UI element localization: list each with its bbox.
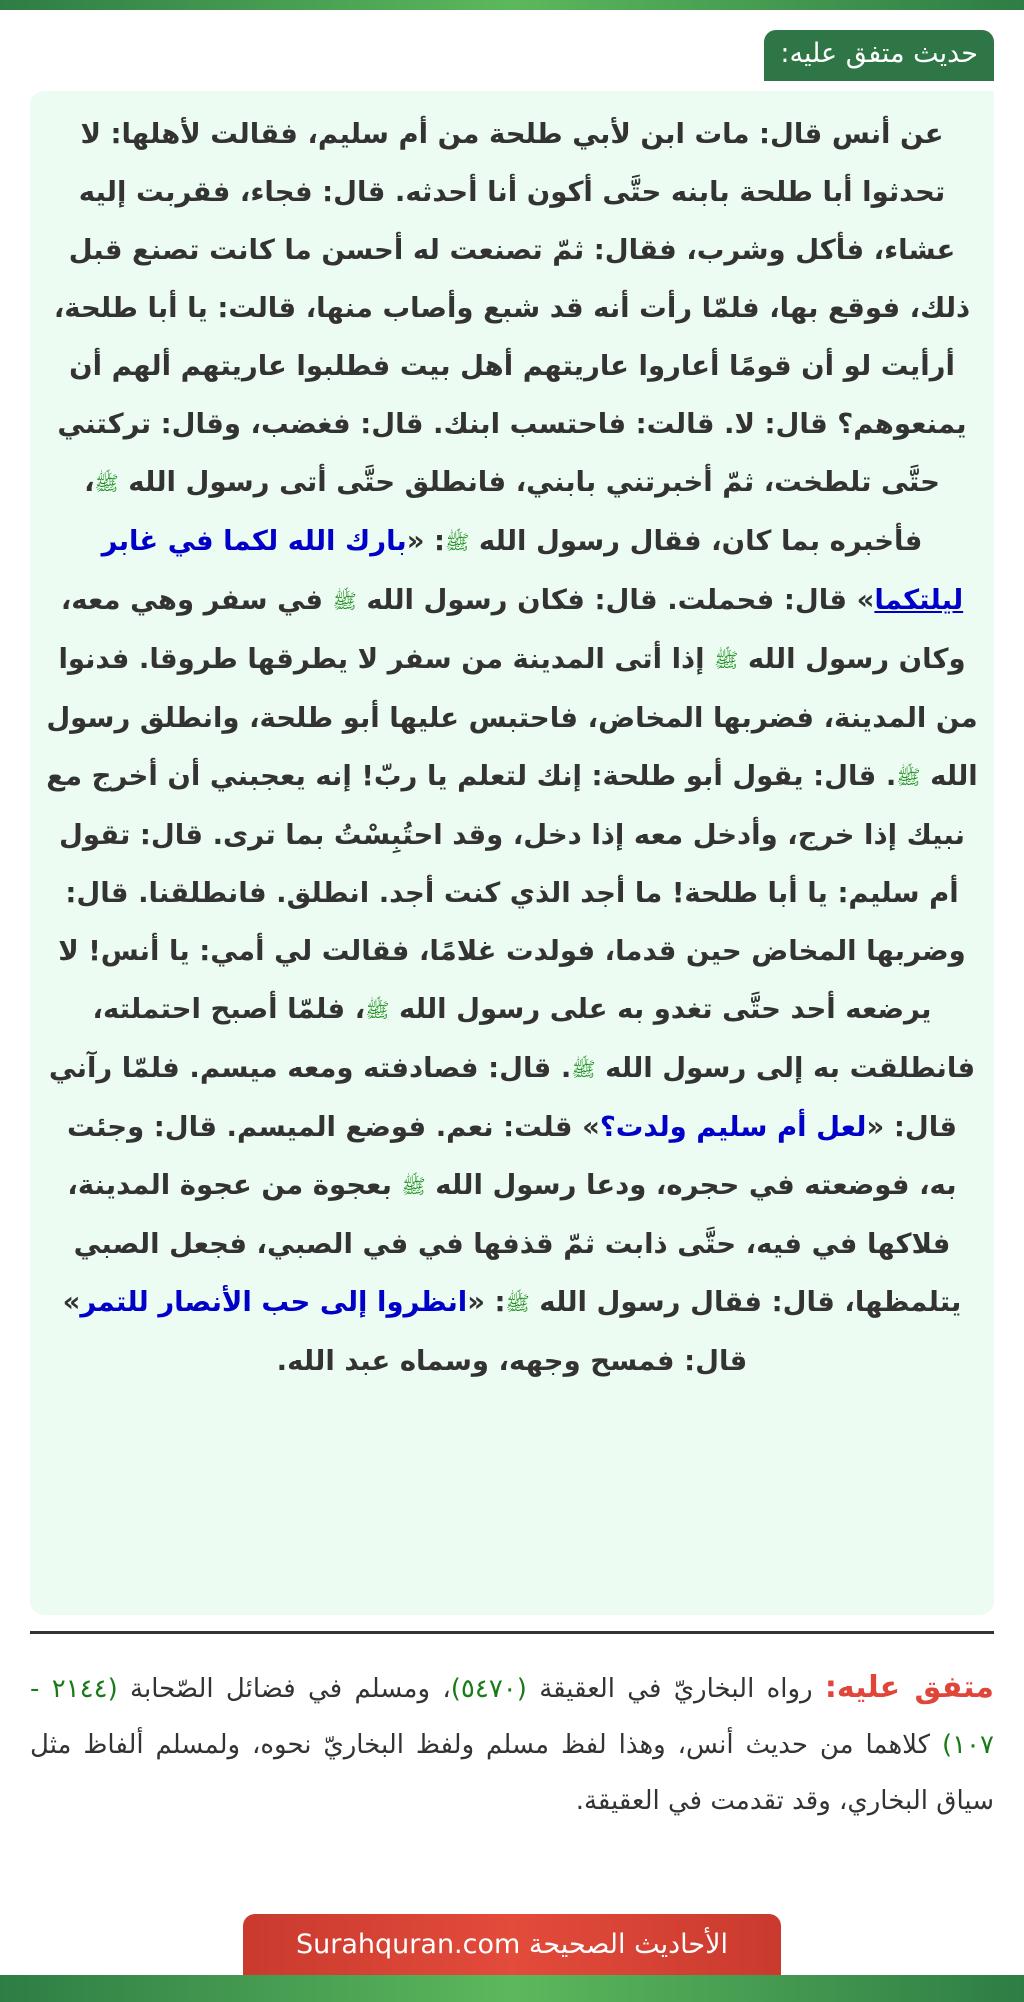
hadith-text	[44, 105, 980, 1390]
salawat-icon: ﷺ	[571, 1057, 596, 1081]
hadith-text-box	[30, 91, 994, 1615]
prophet-quote-link[interactable]: ليلتكما	[874, 584, 964, 616]
bottom-decorative-bar	[0, 1975, 1024, 2002]
hadith-segment: في سفر وهي معه، وكان رسول الله	[60, 584, 966, 675]
prophet-quote: بارك الله لكما في غابر	[101, 525, 407, 557]
hadith-segment: عن أنس قال: مات ابن لأبي طلحة من أم سليم، فقالت لأهلها: لا تحدثوا أبا طلحة بابنه حتَّى أكون أنا أحدثه. قال: فجاء، فقربت إليه عشاء، فأكل وشرب، فقال: ثمّ تصنعت له أحسن ما كانت تصنع قبل ذلك، فوقع بها، فلمّا رأت أنه قد شبع وأصاب منها، قالت: يا أبا طلحة، أرأيت لو أن قومًا أعاروا عاريتهم أهل بيت فطلبوا عاريتهم ألهم أن يمنعوهم؟ قال: لا. قالت: فاحتسب ابنك. قال: فغضب، وقال: تركتني حتَّى تلطخت، ثمّ أخبرتني بابني، فانطلق حتَّى أتى رسول الله	[53, 118, 971, 498]
hadith-segment: ، فلمّا أصبح احتملته، فانطلقت به إلى رسول الله	[92, 993, 976, 1084]
top-decorative-bar	[0, 0, 1024, 10]
salawat-icon: ﷺ	[332, 589, 357, 613]
hadith-segment: إذا أتى المدينة من سفر لا يطرقها طروقا. فدنوا من المدينة، فضربها المخاض، فاحتبس عليها أبو طلحة، وانطلق رسول الله	[46, 643, 978, 792]
hadith-segment: » قال: فمسح وجهه، وسماه عبد الله.	[62, 1286, 748, 1377]
site-link-button[interactable]: الأحاديث الصحيحة Surahquran.com	[243, 1914, 781, 1976]
salawat-icon: ﷺ	[714, 648, 739, 672]
hadith-segment: » قال: فحملت. قال: فكان رسول الله	[366, 584, 875, 616]
hadith-segment: : «	[406, 525, 446, 557]
salawat-icon: ﷺ	[505, 1291, 530, 1315]
takhrij-label: متفق عليه:	[824, 1670, 995, 1705]
salawat-icon: ﷺ	[445, 530, 470, 554]
hadith-segment: : «	[467, 1286, 506, 1318]
hadith-segment: . قال: يقول أبو طلحة: إنك لتعلم يا ربّ! إنه يعجبني أن أخرج مع نبيك إذا خرج، وأدخل معه إذا دخل، وقد احتُبِسْتُ بما ترى. قال: تقول أم سليم: يا أبا طلحة! ما أجد الذي كنت أجد. انطلق. فانطلقنا. قال: وضربها المخاض حين قدما، فولدت غلامًا، فقالت لي أمي: يا أنس! لا يرضعه أحد حتَّى تغدو به على رسول الله	[46, 760, 966, 1025]
takhrij-text: ، ومسلم في فضائل الصّحابة	[117, 1674, 451, 1704]
hadith-number: (٢١٤٤ - ١٠٧)	[30, 1674, 994, 1760]
takhrij-text: كلاهما من حديث أنس، وهذا لفظ مسلم ولفظ البخاريّ نحوه، ولمسلم ألفاظ مثل سياق البخاري، وقد تقدمت في العقيقة.	[30, 1730, 994, 1816]
section-title-badge: حديث متفق عليه:	[764, 30, 994, 81]
salawat-icon: ﷺ	[365, 998, 390, 1022]
takhrij-text: رواه البخاريّ في العقيقة	[526, 1674, 825, 1704]
section-divider	[30, 1631, 994, 1634]
hadith-segment: . قال: فصادفته ومعه ميسم. فلمّا رآني قال: «	[48, 1052, 958, 1143]
salawat-icon: ﷺ	[401, 1174, 426, 1198]
hadith-number: (٥٤٧٠)	[450, 1674, 527, 1704]
prophet-quote: انظروا إلى حب الأنصار للتمر	[80, 1286, 468, 1318]
takhrij-paragraph	[30, 1660, 994, 1829]
hadith-segment: ، فأخبره بما كان، فقال رسول الله	[84, 466, 923, 557]
hadith-segment: بعجوة من عجوة المدينة، فلاكها في فيه، حتَّى ذابت ثمّ قذفها في في الصبي، فجعل الصبي يتلمظها، قال: فقال رسول الله	[67, 1169, 962, 1318]
hadith-segment: » قلت: نعم. فوضع الميسم. قال: وجئت به، فوضعته في حجره، ودعا رسول الله	[66, 1111, 957, 1201]
salawat-icon: ﷺ	[94, 471, 119, 495]
prophet-quote: لعل أم سليم ولدت؟	[599, 1111, 867, 1143]
salawat-icon: ﷺ	[896, 765, 921, 789]
